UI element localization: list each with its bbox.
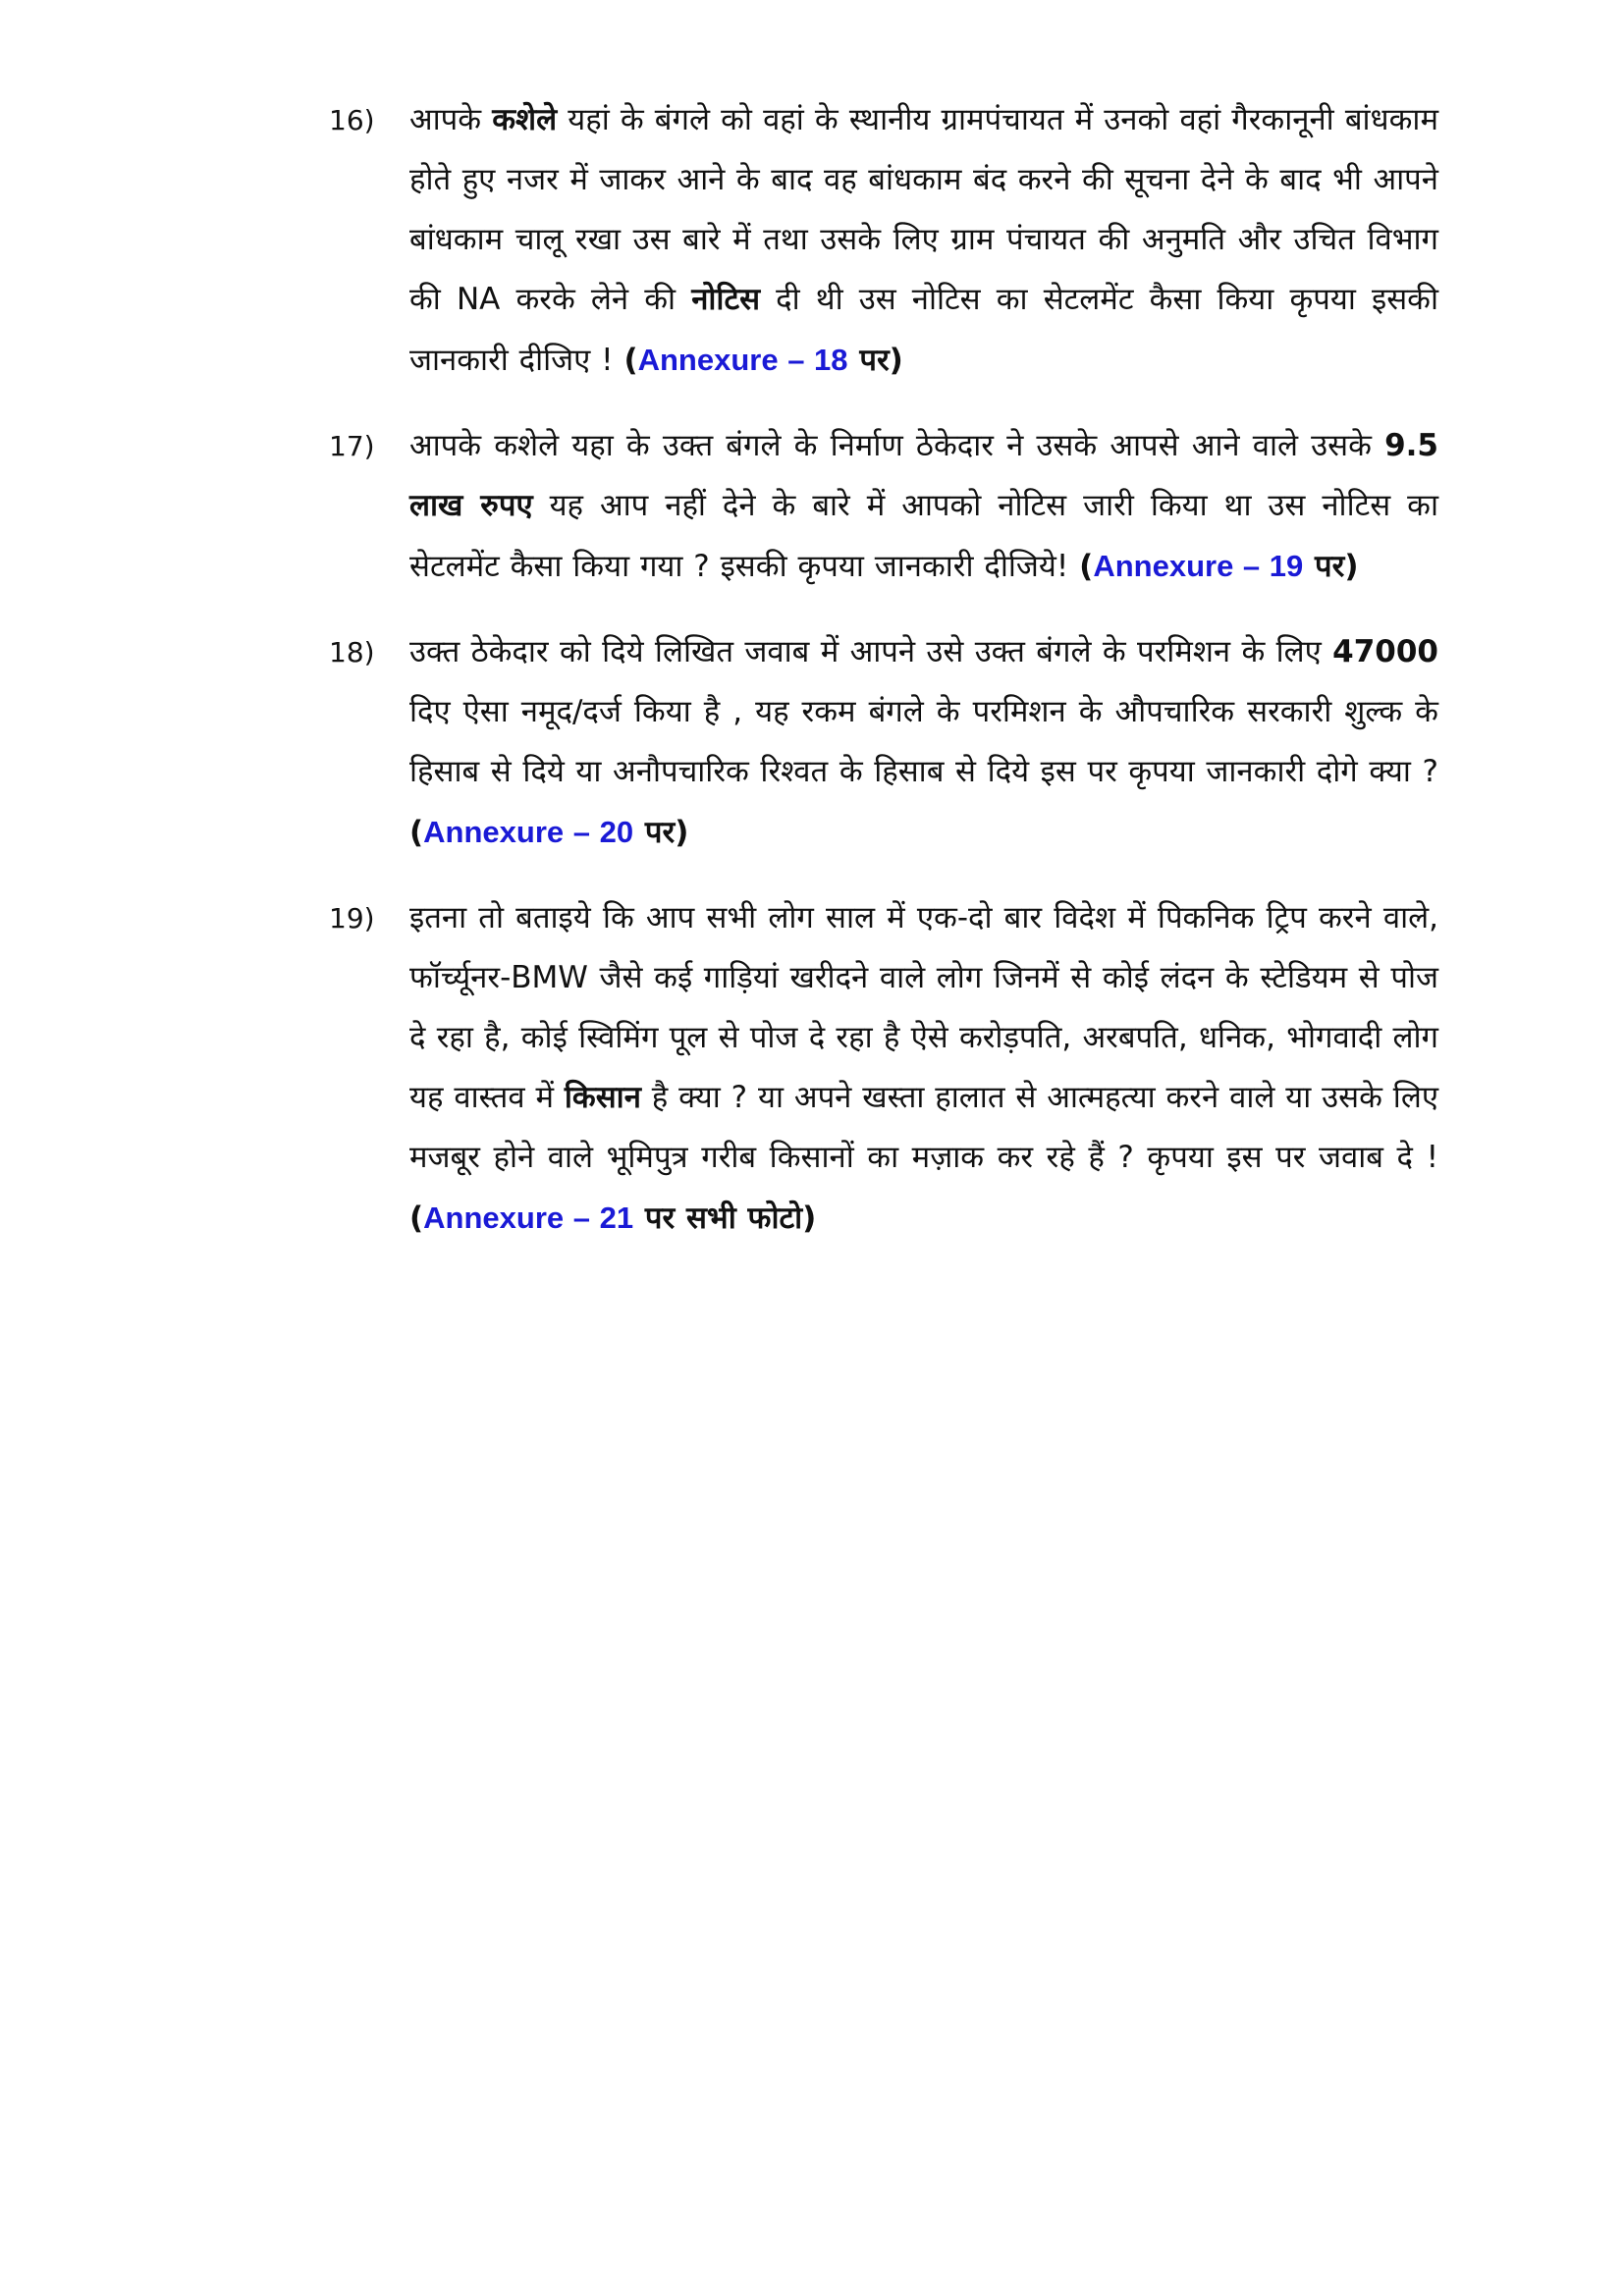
question-item xyxy=(329,888,1438,1249)
annexure-reference: Annexure – 21 xyxy=(423,1201,634,1235)
question-text-part: दी थी उस नोटिस का सेटलमेंट कैसा किया कृपया इसकी जानकारी दीजिए ! xyxy=(409,282,1438,378)
question-text-part: यहां के बंगले को वहां के स्थानीय ग्रामपंचायत में उनको वहां गैरकानूनी बांधकाम होते हुए नजर में जाकर आने के बाद वह बांधकाम बंद करने की सूचना देने के बाद भी आपने बांधकाम चालू रखा उस बारे में तथा उसके लिए ग्राम पंचायत की अनुमति और उचित विभाग की NA करके लेने की xyxy=(409,102,1439,317)
annexure-close-paren: ) xyxy=(889,343,903,378)
annexure-close-paren: ) xyxy=(802,1201,817,1236)
question-number: 19) xyxy=(329,902,375,934)
question-text-part: इतना तो बताइये कि आप सभी लोग साल में एक-दो बार विदेश में पिकनिक ट्रिप करने वाले, फॉर्च्यूनर-BMW जैसे कई गाड़ियां खरीदने वाले लोग जिनमें से कोई लंदन के स्टेडियम से पोज दे रहा है, कोई स्विमिंग पूल से पोज दे रहा है ऐसे करोड़पति, अरबपति, धनिक, भोगवादी लोग यह वास्तव में xyxy=(409,900,1438,1115)
question-text-part: आपके कशेले यहा के उक्त बंगले के निर्माण ठेकेदार ने उसके आपसे आने वाले उसके xyxy=(409,428,1385,463)
question-text-part: है क्या ? या अपने खस्ता हालात से आत्महत्या करने वाले या उसके लिए मजबूर होने वाले भूमिपुत्र गरीब किसानों का मज़ाक कर रहे हैं ? कृपया इस पर जवाब दे ! xyxy=(409,1080,1438,1175)
annexure-reference: Annexure – 18 xyxy=(637,343,848,377)
question-text xyxy=(409,90,1438,391)
question-item xyxy=(329,416,1438,597)
question-text-bold: नोटिस xyxy=(691,282,761,317)
question-text-part: यह आप नहीं देने के बारे में आपको नोटिस जारी किया था उस नोटिस का सेटलमेंट कैसा किया गया ? इसकी कृपया जानकारी दीजिये! xyxy=(409,488,1438,584)
question-text-bold: 47000 xyxy=(1332,634,1438,669)
annexure-suffix: पर xyxy=(633,815,676,850)
question-item xyxy=(329,90,1438,391)
annexure-close-paren: ) xyxy=(1344,549,1359,584)
annexure-open-paren: ( xyxy=(1079,549,1094,584)
question-text-bold: 9.5 लाख रुपए xyxy=(409,428,1438,523)
annexure-open-paren: ( xyxy=(409,815,424,850)
annexure-suffix: पर सभी फोटो xyxy=(633,1201,803,1236)
annexure-open-paren: ( xyxy=(623,343,638,378)
annexure-suffix: पर xyxy=(1303,549,1345,584)
question-text xyxy=(409,622,1438,863)
annexure-suffix: पर xyxy=(847,343,890,378)
question-item xyxy=(329,622,1438,863)
question-number: 17) xyxy=(329,430,375,462)
question-text xyxy=(409,416,1438,597)
annexure-reference: Annexure – 19 xyxy=(1093,549,1304,583)
question-number: 16) xyxy=(329,104,375,136)
annexure-open-paren: ( xyxy=(409,1201,424,1236)
annexure-close-paren: ) xyxy=(675,815,689,850)
question-text-part: दिए ऐसा नमूद/दर्ज किया है , यह रकम बंगले के परमिशन के औपचारिक सरकारी शुल्क के हिसाब से दिये या अनौपचारिक रिश्वत के हिसाब से दिये इस पर कृपया जानकारी दोगे क्या ? xyxy=(409,694,1438,789)
annexure-reference: Annexure – 20 xyxy=(423,815,634,849)
question-number: 18) xyxy=(329,636,375,668)
question-text xyxy=(409,888,1438,1249)
question-text-bold: कशेले xyxy=(492,102,558,137)
question-text-part: उक्त ठेकेदार को दिये लिखित जवाब में आपने उसे उक्त बंगले के परमिशन के लिए xyxy=(409,634,1333,669)
question-text-bold: किसान xyxy=(564,1080,641,1115)
question-text-part: आपके xyxy=(409,102,493,137)
question-list xyxy=(329,90,1438,1274)
